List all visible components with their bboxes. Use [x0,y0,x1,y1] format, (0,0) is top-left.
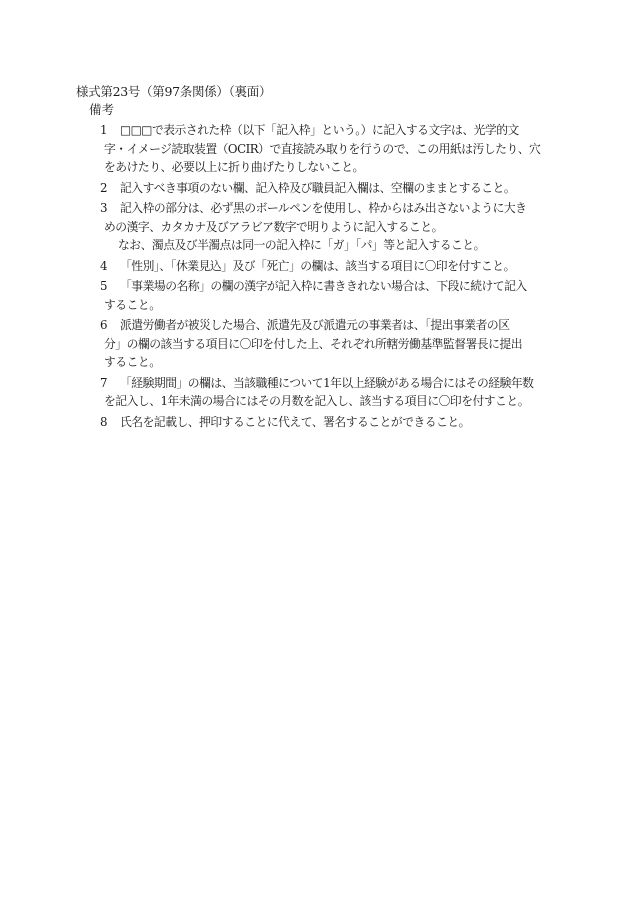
notes-list [96,121,566,433]
note-text-line: めの漢字、カタカナ及びアラビア数字で明りように記入すること。 [104,219,443,234]
note-text-line: 分」の欄の該当する項目に〇印を付した上、それぞれ所轄労働基準監督署長に提出 [104,336,522,351]
note-item-7 [96,374,566,411]
note-item-1 [96,121,566,177]
form-title: 様式第23号（第97条関係）（裏面） [76,84,272,99]
note-text-line: 「事業場の名称」の欄の漢字が記入枠に書ききれない場合は、下段に続けて記入 [120,279,527,293]
note-text-line: をあけたり、必要以上に折り曲げたりしないこと。 [104,160,364,174]
note-text-line: すること。 [104,355,161,369]
note-item-4 [96,257,566,276]
note-number: 8 [100,414,108,429]
note-number: 1 [100,123,108,137]
note-item-3 [96,199,566,255]
notes-heading: 備考 [89,102,115,117]
note-text-line: 字・イメージ読取装置（OCIR）で直接読み取りを行うので、この用紙は汚したり、穴 [104,141,541,156]
note-text-line: 氏名を記載し、押印することに代えて、署名することができること。 [120,414,470,429]
note-number: 3 [100,201,108,215]
note-number: 5 [100,279,108,293]
note-text-line: を記入し、1年未満の場合にはその月数を記入し、該当する項目に〇印を付すこと。 [104,394,529,408]
note-text-line: 派遣労働者が被災した場合、派遣先及び派遣元の事業者は、「提出事業者の区 [120,318,510,332]
note-text-line: なお、濁点及び半濁点は同一の記入枠に「ガ」「パ」等と記入すること。 [118,238,485,252]
note-item-5 [96,277,566,314]
note-text-line: 記入すべき事項のない欄、記入枠及び職員記入欄は、空欄のままとすること。 [120,180,516,195]
note-number: 2 [100,180,108,195]
note-number: 7 [100,375,108,390]
note-text-line: すること。 [104,297,161,312]
note-text-line: 記入枠の部分は、必ず黒のボールペンを使用し、枠からはみ出さないように大き [120,201,527,215]
note-text-line: 「性別」、「休業見込」及び「死亡」の欄は、該当する項目に〇印を付すこと。 [120,258,515,273]
note-item-8 [96,413,566,432]
note-text-line: □□□で表示された枠（以下「記入枠」という。）に記入する文字は、光学的文 [120,123,519,137]
note-number: 4 [100,258,108,273]
note-text-line: 「経験期間」の欄は、当該職種について1年以上経験がある場合にはその経験年数 [120,375,534,390]
note-item-6 [96,316,566,372]
note-number: 6 [100,318,108,332]
note-item-2 [96,179,566,198]
